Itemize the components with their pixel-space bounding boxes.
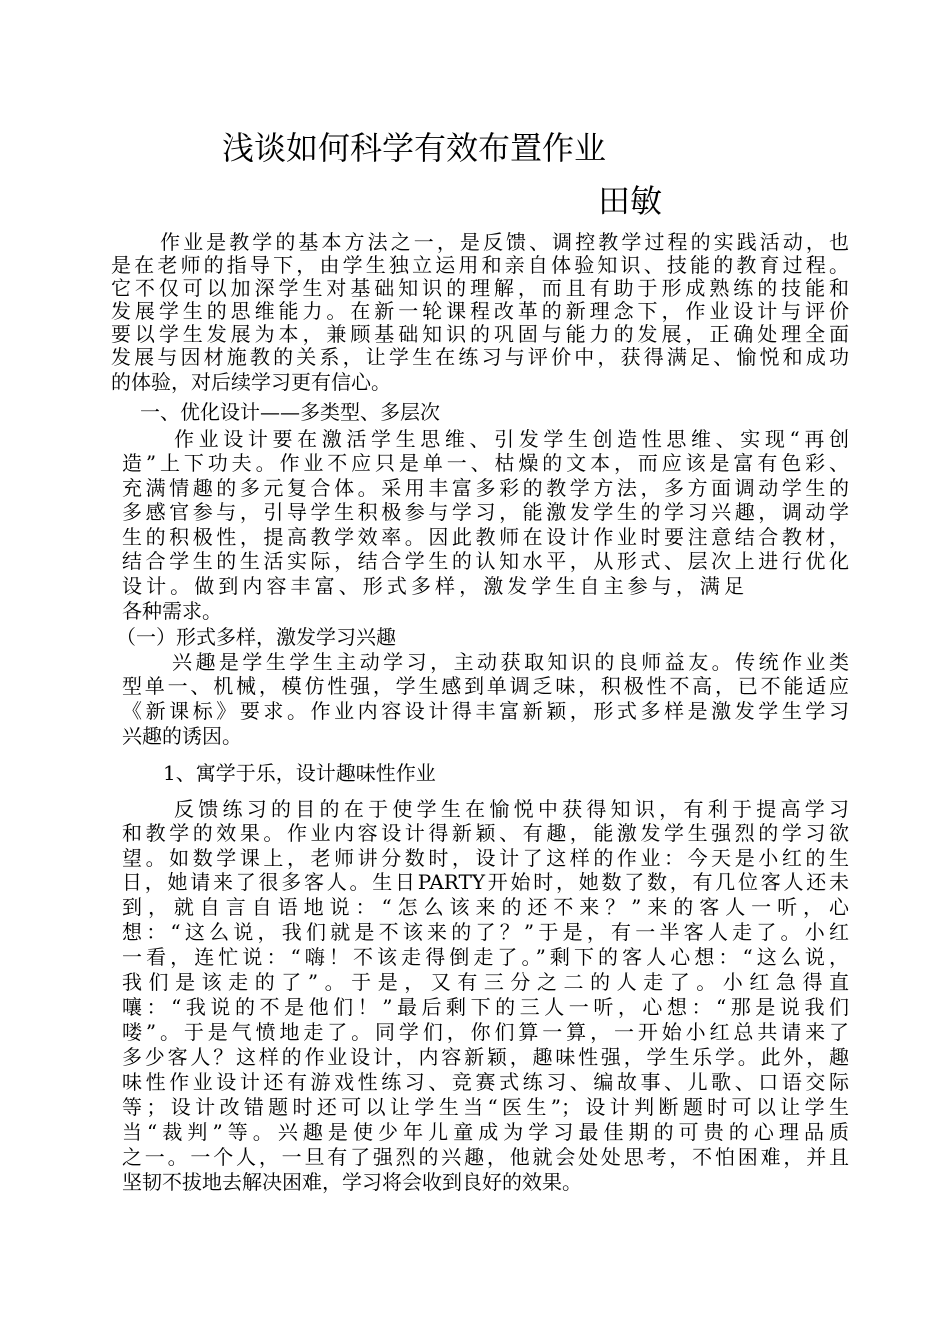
paragraph-line: 充满情趣的多元复合体。采用丰富多彩的教学方法，多方面调动学生的 [122, 476, 849, 500]
paragraph-line: 当“裁判”等。兴趣是使少年儿童成为学习最佳期的可贵的心理品质 [122, 1120, 849, 1144]
intro-line: 是在老师的指导下，由学生独立运用和亲自体验知识、技能的教育过程。 [111, 253, 849, 277]
paragraph-line: 生的积极性，提高教学效率。因此教师在设计作业时要注意结合教材， [122, 525, 849, 549]
paragraph-line: 多少客人？这样的作业设计，内容新颖，趣味性强，学生乐学。此外，趣 [122, 1045, 849, 1069]
paragraph-line: 和教学的效果。作业内容设计得新颖、有趣，能激发学生强烈的学习欲 [122, 821, 849, 845]
paragraph-line: 味性作业设计还有游戏性练习、竞赛式练习、编故事、儿歌、口语交际 [122, 1070, 849, 1094]
paragraph-line: 作业设计要在激活学生思维、引发学生创造性思维、实现“再创 [174, 427, 849, 451]
intro-line: 发展学生的思维能力。在新一轮课程改革的新理念下，作业设计与评价 [111, 299, 849, 323]
document-title: 浅谈如何科学有效布置作业 [222, 129, 607, 167]
paragraph-line: 坚韧不拔地去解决困难，学习将会收到良好的效果。 [122, 1170, 582, 1194]
paragraph-line: 反馈练习的目的在于使学生在愉悦中获得知识，有利于提高学习 [174, 797, 849, 821]
paragraph-line: 想：“这么说，我们就是不该来的了？”于是，有一半客人走了。小红 [122, 920, 849, 944]
paragraph-line: 结合学生的生活实际，结合学生的认知水平，从形式、层次上进行优化 [122, 549, 849, 573]
paragraph-line: 之一。一个人，一旦有了强烈的兴趣，他就会处处思考，不怕困难，并且 [122, 1145, 849, 1169]
item-heading: 1、寓学于乐，设计趣味性作业 [163, 761, 436, 785]
intro-line: 作业是教学的基本方法之一，是反馈、调控教学过程的实践活动，也 [160, 230, 849, 254]
paragraph-line: 喽”。于是气愤地走了。同学们，你们算一算，一开始小红总共请来了 [122, 1020, 849, 1044]
paragraph-line: 嚷：“我说的不是他们！”最后剩下的三人一听，心想：“那是说我们 [122, 995, 849, 1019]
paragraph-line: 到，就自言自语地说：“怎么该来的还不来？”来的客人一听，心 [122, 895, 849, 919]
paragraph-line: 设计。做到内容丰富、形式多样，激发学生自主参与，满足 [122, 574, 744, 598]
paragraph-line: 型单一、机械，模仿性强，学生感到单调乏味，积极性不高，已不能适应 [122, 674, 849, 698]
intro-line: 发展与因材施教的关系，让学生在练习与评价中，获得满足、愉悦和成功 [111, 345, 849, 369]
paragraph-line: 兴趣是学生学生主动学习，主动获取知识的良师益友。传统作业类 [172, 650, 849, 674]
paragraph-line: 多感官参与，引导学生积极参与学习，能激发学生的学习兴趣，调动学 [122, 500, 849, 524]
paragraph-line: 各种需求。 [122, 599, 222, 623]
paragraph-line: 日，她请来了很多客人。生日PARTY开始时，她数了数，有几位客人还未 [122, 870, 849, 894]
paragraph-line: 等；设计改错题时还可以让学生当“医生”；设计判断题时可以让学生 [122, 1095, 849, 1119]
paragraph-line: 望。如数学课上，老师讲分数时，设计了这样的作业：今天是小红的生 [122, 846, 849, 870]
paragraph-line: 兴趣的诱因。 [122, 724, 242, 748]
subsection-heading: （一）形式多样，激发学习兴趣 [116, 625, 396, 649]
paragraph-line: 一看，连忙说：“嗨！不该走得倒走了。”剩下的客人心想：“这么说， [122, 945, 849, 969]
intro-line: 它不仅可以加深学生对基础知识的理解，而且有助于形成熟练的技能和 [111, 276, 849, 300]
intro-line: 要以学生发展为本，兼顾基础知识的巩固与能力的发展，正确处理全面 [111, 322, 849, 346]
paragraph-line: 《新课标》要求。作业内容设计得丰富新颖，形式多样是激发学生学习 [122, 699, 849, 723]
section-heading: 一、优化设计——多类型、多层次 [140, 400, 440, 424]
paragraph-line: 我们是该走的了”。于是，又有三分之二的人走了。小红急得直 [122, 970, 849, 994]
document-author: 田敏 [598, 182, 663, 220]
paragraph-line: 造”上下功夫。作业不应只是单一、枯燥的文本，而应该是富有色彩、 [122, 451, 849, 475]
intro-line: 的体验，对后续学习更有信心。 [111, 370, 391, 394]
